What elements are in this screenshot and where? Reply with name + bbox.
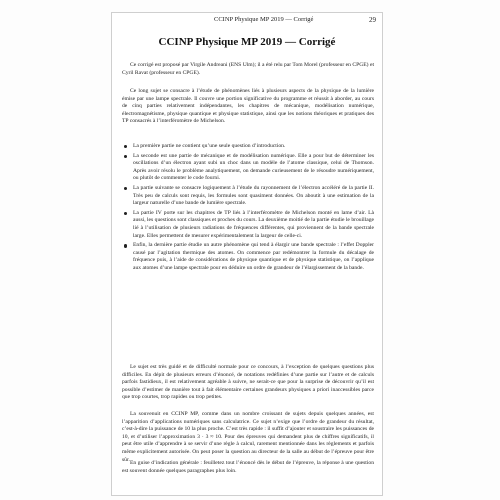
list-item	[122, 185, 374, 208]
bullet-icon	[124, 212, 127, 215]
list-item	[122, 153, 374, 183]
bullet-icon	[124, 244, 127, 247]
list-item-text: Enfin, la dernière partie étudie un autre phénomène qui tend à élargir une bande spectrale : l’effet Doppler causé par l’agitation thermique des atomes. On commence par redémontrer la formule du décalage de fréquence puis, à l’aide de considérations de physique quantique et de physique statistique, on l’applique aux atomes d’une lampe spectrale pour en déduire un ordre de grandeur de l’élargissement de la bande.	[133, 242, 374, 271]
bullet-icon	[124, 187, 127, 190]
page-number: 29	[369, 16, 376, 24]
list-item	[122, 242, 374, 272]
list-item-text: La partie suivante se consacre logiquement à l’étude du rayonnement de l’électron accéléré de la partie II. Très peu de calculs sont requis, les formules sont quasiment données. On aboutit à une estimation de la largeur naturelle d’une bande de lumière spectrale.	[133, 184, 374, 207]
advice-paragraph: En guise d’indication générale : feuilletez tout l’énoncé dès le début de l’épreuve, la réponse à une question est souvent donnée quelques paragraphes plus loin.	[122, 460, 374, 474]
intro-paragraph: Ce long sujet se consacre à l’étude de phénomènes liés à plusieurs aspects de la physique de la lumière émise par une lampe spectrale. Il couvre une portion significative du programme et réussit à aborder, au cours de cinq parties relativement indépendantes, les chapitres de mécanique, modélisation numérique, électromagnétisme, physique quantique et physique statistique, ainsi que les notions théoriques et pratiques des TP consacrés à l’interféromètre de Michelson.	[122, 88, 374, 125]
list-item	[122, 143, 374, 151]
parts-list	[122, 143, 374, 275]
bullet-icon	[124, 145, 127, 148]
bullet-icon	[124, 155, 127, 158]
list-item-text: La seconde est une partie de mécanique et de modélisation numérique. Elle a pour but de déterminer les oscillations d’un électron ayant subi un choc dans un modèle de l’atome classique, celui de Thomson. Après avoir résolu le problème analytiquement, on demande curieusement de le résoudre numériquement, ou plutôt de commenter le code fourni.	[133, 152, 374, 182]
running-header	[122, 16, 392, 24]
credit-paragraph: Ce corrigé est proposé par Virgile Andreani (ENS Ulm); il a été relu par Tom Morel (professeur en CPGE) et Cyril Ravat (professeur en CPGE).	[122, 62, 374, 76]
calculation-paragraph: La souvenuit en CCINP MP, comme dans un nombre croissant de sujets depuis quelques années, est l’apparition d’applications numériques sans calculatrice. Ce sujet n’exige que l’ordre de grandeur du résultat, c’est-à-dire la puissance de 10 la plus proche. C’est très rapide : il suffit d’ajouter et soustraire les puissances de 10, et d’utiliser l’approximation 3 · 3 ≈ 10. Pour des épreuves qui demandent plus de chiffres significatifs, il peut être utile d’apprendre à se servir d’une règle à calcul, rarement mentionnée dans les règlements et parfois même explicitement autorisée. On peut poser la question au directeur de la salle au début de l’épreuve pour être sûr.	[122, 411, 374, 463]
list-item	[122, 210, 374, 240]
list-item-text: La première partie ne contient qu’une seule question d’introduction.	[133, 143, 286, 149]
difficulty-paragraph: Le sujet est très guidé et de difficulté normale pour ce concours, à l’exception de quelques questions plus difficiles. En dépit de plusieurs erreurs d’énoncé, de notations redéfinies d’une partie sur l’autre et de calculs parfois fastidieux, il est relativement agréable à suivre, ne serait-ce que pour la surprise de découvrir qu’il est possible d’estimer de manière tout à fait élémentaire certaines grandeurs physiques a priori inaccessibles parce que trop courtes, trop rapides ou trop petites.	[122, 364, 374, 401]
list-item-text: La partie IV porte sur les chapitres de TP liés à l’interféromètre de Michelson monté en lame d’air. Là aussi, les questions sont classiques et proches du cours. La deuxième moitié de la partie étudie le brouillage lié à l’utilisation de plusieurs radiations de fréquences différentes, qui proviennent de la bande spectrale large. Elles permettent de mesurer expérimentalement la largeur de celle-ci.	[133, 209, 374, 239]
running-title: CCINP Physique MP 2019 — Corrigé	[214, 16, 314, 23]
page-title: CCINP Physique MP 2019 — Corrigé	[158, 36, 336, 48]
